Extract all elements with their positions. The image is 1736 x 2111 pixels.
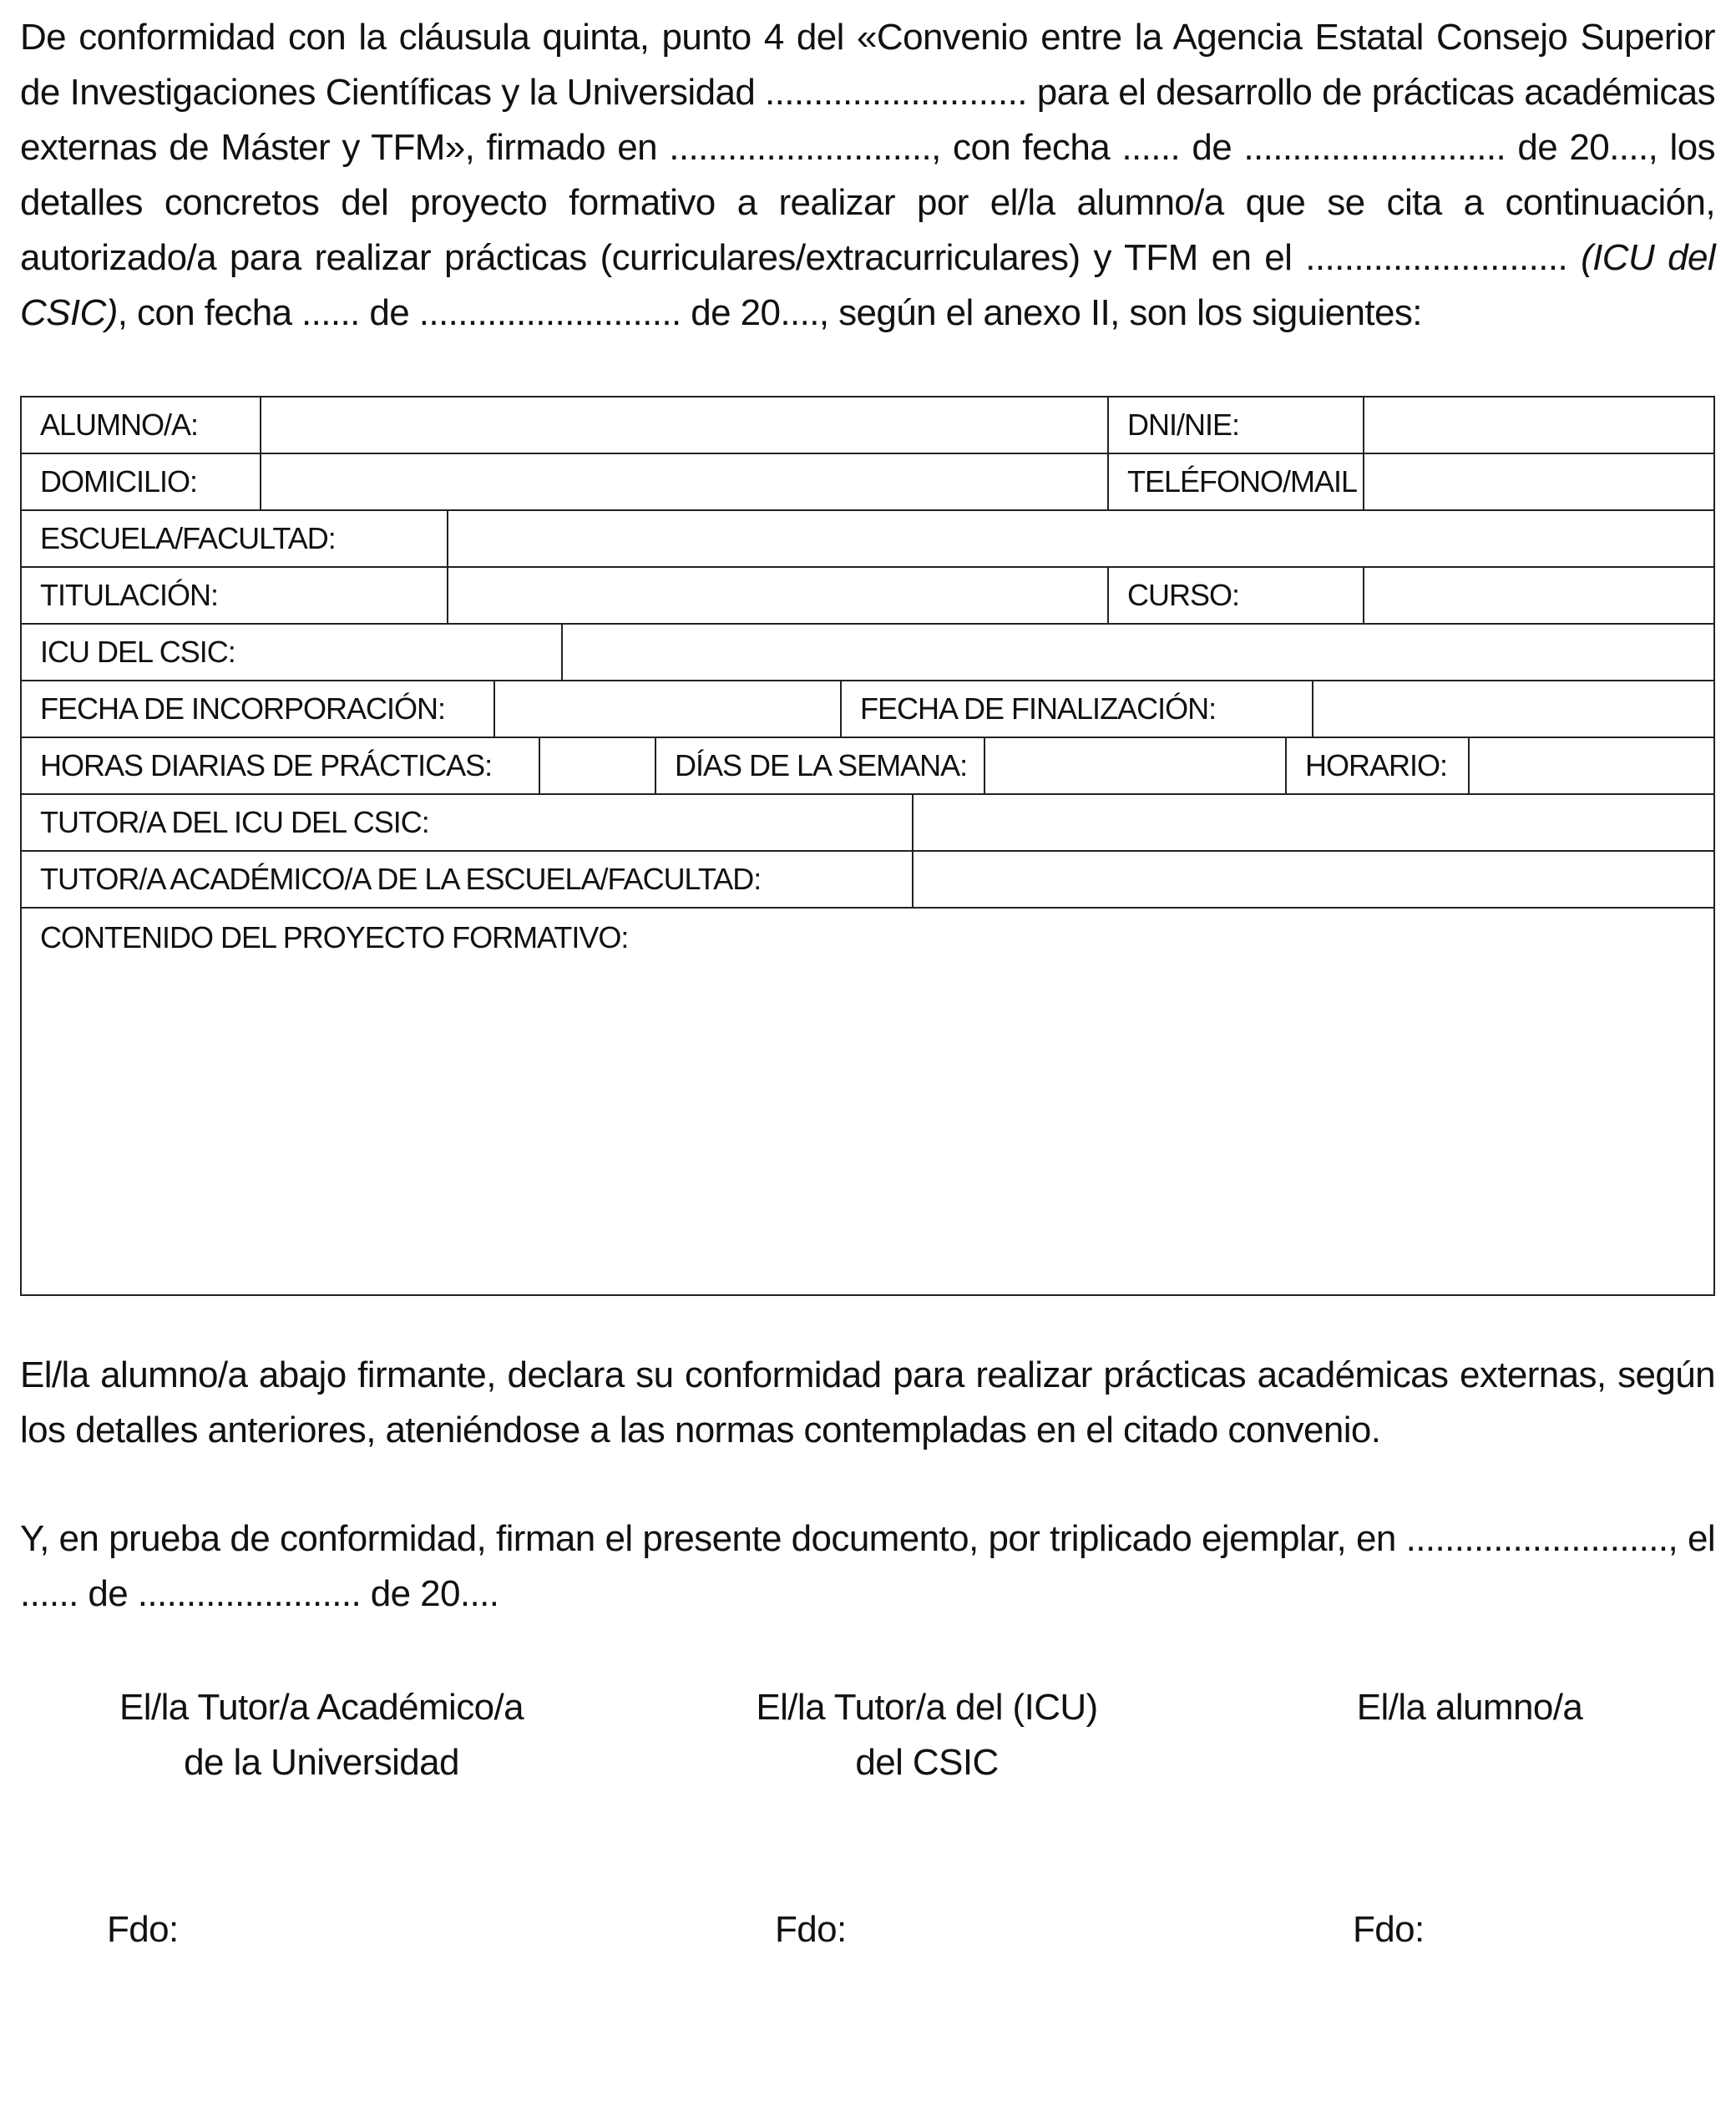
label-dias: DÍAS DE LA SEMANA:	[656, 738, 985, 795]
intro-text-1: De conformidad con la cláusula quinta, punto 4 del «Convenio entre la Agencia Estatal Consejo Superior de Investigaciones Científicas y la Universidad ........................... para el desarrollo de prácticas académicas externas de Máster y TFM», firmado en ..........................., con fecha ...... de ........................... de 20...., los detalles concretos del proyecto formativo a realizar por el/la alumno/a que se cita a continuación, autorizado/a para realizar prácticas (curriculares/extracurriculares) y TFM en el ...........................	[20, 17, 1715, 278]
row-horas	[22, 738, 1715, 795]
label-alumno: ALUMNO/A:	[22, 397, 261, 454]
field-tutor-academico[interactable]	[914, 852, 1715, 909]
intro-italic-icu: (ICU del CSIC)	[20, 237, 1715, 333]
field-domicilio[interactable]	[261, 454, 1109, 511]
field-tutor-icu[interactable]	[914, 795, 1715, 852]
field-dni[interactable]	[1364, 397, 1715, 454]
field-contenido[interactable]	[22, 909, 1715, 1296]
row-icu	[22, 625, 1715, 681]
label-icu: ICU DEL CSIC:	[22, 625, 563, 681]
row-titulacion	[22, 568, 1715, 625]
conformidad-paragraph: El/la alumno/a abajo firmante, declara su conformidad para realizar prácticas académicas externas, según los detalles anteriores, ateniéndose a las normas contempladas en el citado convenio.	[20, 1354, 1715, 1450]
field-telefono[interactable]	[1364, 454, 1715, 511]
fdo-academico: Fdo:	[107, 1909, 179, 1950]
signature-alumno	[1336, 1680, 1603, 1735]
intro-text-2: , con fecha ...... de ........................... de 20...., según el anexo II, son los siguientes:	[117, 292, 1422, 333]
field-titulacion[interactable]	[448, 568, 1109, 625]
field-dias[interactable]	[985, 738, 1287, 795]
fdo-alumno: Fdo:	[1353, 1909, 1425, 1950]
row-alumno	[22, 397, 1715, 454]
signature-tutor-icu	[735, 1680, 1119, 1790]
intro-paragraph	[20, 10, 1715, 341]
signature-alumno-line1: El/la alumno/a	[1356, 1687, 1583, 1728]
signature-icu-line1: El/la Tutor/a del (ICU)	[756, 1687, 1098, 1728]
training-project-form	[20, 396, 1715, 1296]
label-domicilio: DOMICILIO:	[22, 454, 261, 511]
label-fecha-finalizacion: FECHA DE FINALIZACIÓN:	[842, 681, 1313, 738]
label-titulacion: TITULACIÓN:	[22, 568, 448, 625]
row-tutor-icu	[22, 795, 1715, 852]
signature-academico-line2: de la Universidad	[184, 1742, 459, 1783]
label-tutor-academico: TUTOR/A ACADÉMICO/A DE LA ESCUELA/FACULTAD:	[22, 852, 914, 909]
field-curso[interactable]	[1364, 568, 1715, 625]
field-horario[interactable]	[1470, 738, 1715, 795]
field-horas[interactable]	[540, 738, 656, 795]
row-domicilio	[22, 454, 1715, 511]
label-tutor-icu: TUTOR/A DEL ICU DEL CSIC:	[22, 795, 914, 852]
signature-icu-line2: del CSIC	[855, 1742, 999, 1783]
row-fechas	[22, 681, 1715, 738]
field-fecha-finalizacion[interactable]	[1313, 681, 1715, 738]
field-icu[interactable]	[563, 625, 1715, 681]
signature-academico-line1: El/la Tutor/a Académico/a	[119, 1687, 524, 1728]
field-alumno[interactable]	[261, 397, 1109, 454]
label-horario: HORARIO:	[1287, 738, 1470, 795]
label-dni: DNI/NIE:	[1109, 397, 1364, 454]
field-escuela[interactable]	[448, 511, 1715, 568]
fdo-icu: Fdo:	[775, 1909, 847, 1950]
firma-paragraph: Y, en prueba de conformidad, firman el presente documento, por triplicado ejemplar, en ..........................., el ...... de ....................... de 20....	[20, 1518, 1715, 1614]
signature-tutor-academico	[100, 1680, 543, 1790]
label-contenido: CONTENIDO DEL PROYECTO FORMATIVO:	[40, 920, 629, 954]
label-escuela: ESCUELA/FACULTAD:	[22, 511, 448, 568]
row-tutor-academico	[22, 852, 1715, 909]
row-escuela	[22, 511, 1715, 568]
label-fecha-incorporacion: FECHA DE INCORPORACIÓN:	[22, 681, 495, 738]
label-horas: HORAS DIARIAS DE PRÁCTICAS:	[22, 738, 540, 795]
label-telefono: TELÉFONO/MAIL	[1109, 454, 1364, 511]
field-fecha-incorporacion[interactable]	[495, 681, 842, 738]
label-curso: CURSO:	[1109, 568, 1364, 625]
row-contenido	[22, 909, 1715, 1296]
